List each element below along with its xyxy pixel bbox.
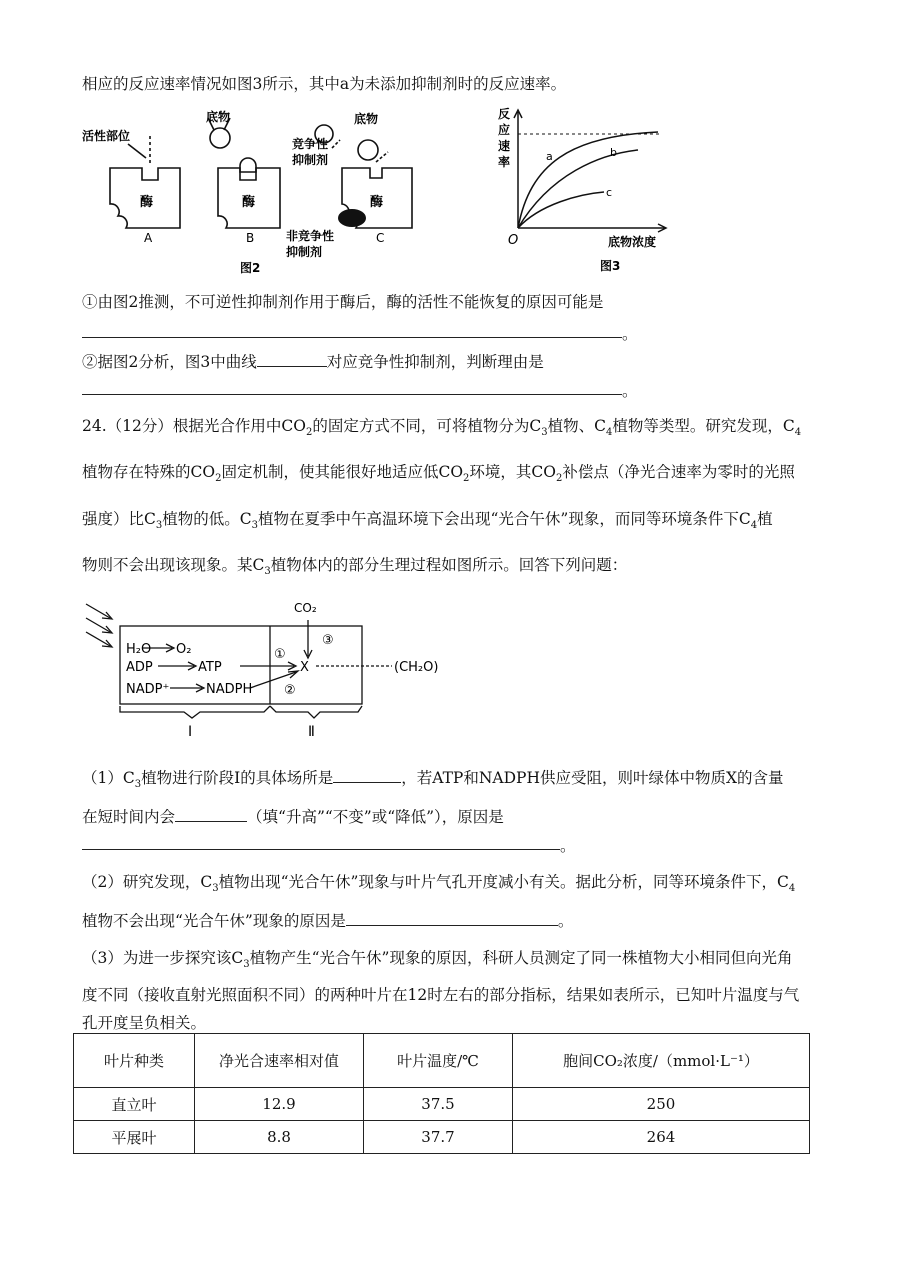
q24-line-3: 强度）比$C_3$植物的低。$C_3$植物在夏季中午高温环境下会出现“光合午休”现象，而同等环境条件下$C_4$植	[82, 510, 773, 532]
sub-question-1-line-1: $(1)C_3$植物进行阶段Ⅰ的具体场所是 ，若ATP和NADPH供应受阻，则叶绿体中物质X的含量	[82, 769, 784, 791]
figure-3-rate-chart	[490, 104, 680, 276]
ylabel-1: 反	[498, 107, 511, 121]
q24-line-1: 24.（12分）根据光合作用中$CO_2$的固定方式不同，可将植物分为$C_3$植物、$C_4$植物等类型。研究发现，$C_4$	[82, 417, 802, 439]
label-substrate-2: 底物	[354, 112, 379, 126]
q24-line-2: 植物存在特殊的$CO_2$固定机制，使其能很好地适应低$CO_2$环境，其$CO_2$补偿点（净光合速率为零时的光照	[82, 463, 795, 485]
label-b: B	[246, 231, 255, 245]
origin-label: O	[508, 233, 519, 248]
sub-question-3-line-2: 度不同（接收直射光照面积不同）的两种叶片在12时左右的部分指标，结果如表所示，已知叶片温度与气	[82, 986, 800, 1004]
sub-question-3-line-3: 孔开度呈负相关。	[82, 1014, 207, 1032]
adp-label: ADP	[126, 660, 153, 675]
sub-question-2-line-1: （2）研究发现，$C_3$植物出现“光合午休”现象与叶片气孔开度减小有关。据此分析，同等环境条件下，$C_4$	[82, 873, 796, 895]
co2-label: CO₂	[294, 601, 317, 615]
table-header: 胞间CO₂浓度/（mmol·L⁻¹）	[513, 1034, 810, 1088]
curve-a-label: a	[546, 150, 553, 163]
table-header: 叶片温度/℃	[364, 1034, 513, 1088]
label-noncomp-1: 非竞争性	[286, 229, 335, 243]
table-row: 平展叶 8.8 37.7 264	[74, 1121, 810, 1154]
step-1-label: ①	[274, 647, 286, 662]
o2-label: O₂	[176, 642, 192, 657]
intro-text: 相应的反应速率情况如图3所示，其中a为未添加抑制剂时的反应速率。	[82, 75, 567, 93]
h2o-label: H₂O	[126, 642, 152, 657]
sub-question-3-line-1: （3）为进一步探究该$C_3$植物产生“光合午休”现象的原因，科研人员测定了同一株植物大小相同但向光角	[82, 949, 793, 971]
x-label: X	[300, 660, 309, 675]
xlabel: 底物浓度	[608, 235, 657, 249]
figure-3-caption: 图3	[600, 259, 621, 273]
table-header: 净光合速率相对值	[195, 1034, 364, 1088]
step-2-label: ②	[284, 683, 296, 698]
stage-2-label: Ⅱ	[308, 724, 315, 740]
curve-b-label: b	[610, 146, 617, 159]
answer-blank-1[interactable]	[82, 337, 622, 338]
figure-2-caption: 图2	[240, 261, 261, 275]
q24-line-4: 物则不会出现该现象。某$C_3$植物体内的部分生理过程如图所示。回答下列问题：	[82, 556, 628, 578]
curve-c-label: c	[606, 186, 613, 199]
ylabel-4: 率	[498, 155, 511, 169]
label-competitive-1: 竞争性	[292, 137, 329, 151]
figure-2-enzyme-diagram	[80, 108, 480, 278]
stage-1-label: Ⅰ	[188, 724, 193, 740]
sub-question-1-line-2: 在短时间内会 （填“升高”“不变”或“降低”），原因是	[82, 808, 504, 826]
enzyme-a: 酶	[140, 195, 154, 210]
label-a: A	[144, 231, 153, 245]
question-2: ②据图2分析，图3中曲线 对应竞争性抑制剂，判断理由是	[82, 353, 544, 371]
label-substrate-1: 底物	[206, 110, 231, 124]
leaf-data-table	[73, 1033, 810, 1154]
answer-blank-reason[interactable]	[82, 849, 560, 850]
nadp-label: NADP⁺	[126, 682, 170, 697]
answer-blank-curve[interactable]	[257, 352, 327, 367]
answer-blank-c4[interactable]	[346, 911, 558, 926]
answer-blank-location[interactable]	[333, 768, 401, 783]
label-competitive-2: 抑制剂	[292, 153, 329, 167]
question-1: ①由图2推测，不可逆性抑制剂作用于酶后，酶的活性不能恢复的原因可能是	[82, 293, 604, 311]
enzyme-c: 酶	[370, 195, 384, 210]
sub-question-2-line-2: 植物不会出现“光合午休”现象的原因是 。	[82, 912, 574, 930]
label-noncomp-2: 抑制剂	[286, 245, 323, 259]
ylabel-3: 速	[498, 139, 511, 153]
label-c: C	[376, 231, 385, 245]
photosynthesis-diagram	[82, 592, 482, 742]
step-3-label: ③	[322, 633, 334, 648]
answer-blank-change[interactable]	[175, 807, 247, 822]
table-row: 直立叶 12.9 37.5 250	[74, 1088, 810, 1121]
atp-label: ATP	[198, 660, 222, 675]
ylabel-2: 应	[498, 123, 511, 137]
answer-blank-2[interactable]	[82, 394, 622, 395]
ch2o-label: (CH₂O)	[394, 660, 439, 675]
enzyme-b: 酶	[242, 195, 256, 210]
label-active-site: 活性部位	[82, 129, 131, 143]
nadph-label: NADPH	[206, 682, 253, 697]
table-header: 叶片种类	[74, 1034, 195, 1088]
